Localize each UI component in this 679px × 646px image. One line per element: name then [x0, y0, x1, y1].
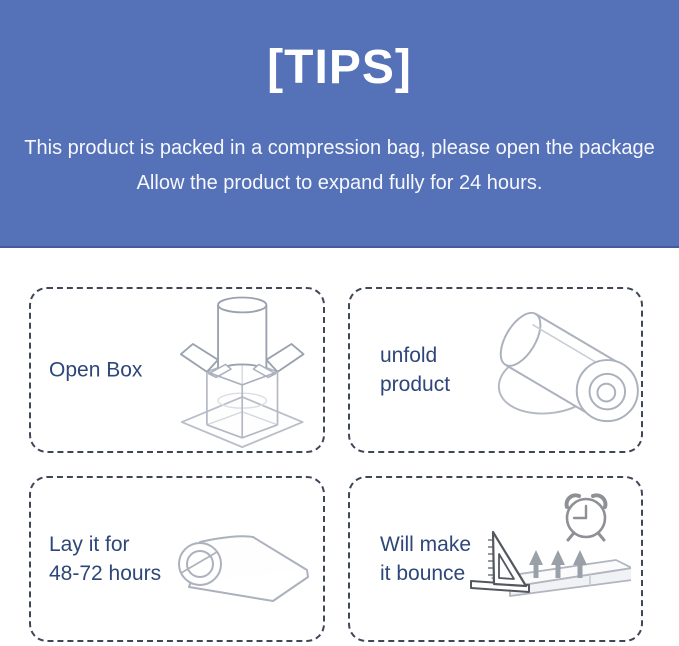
card-label-line: Lay it for	[49, 533, 130, 556]
card-label-line: Open Box	[49, 358, 143, 382]
alarm-clock-icon	[567, 495, 606, 540]
mattress-bounce-icon	[426, 486, 631, 611]
card-label	[380, 341, 450, 399]
unrolling-mattress-icon	[167, 524, 317, 606]
subtitle-line-1: This product is packed in a compression bag, please open the package	[24, 137, 655, 159]
card-label-line: Will make	[380, 533, 472, 556]
rolled-product-icon	[481, 295, 639, 433]
card-label	[49, 356, 142, 385]
card-label-line: unfold	[380, 344, 438, 367]
subtitle-line-2: Allow the product to expand fully for 24 hours.	[136, 172, 543, 194]
set-square-icon	[471, 532, 529, 592]
card-label-line: it bounce	[380, 562, 466, 585]
card-label-line: 48-72 hours	[49, 562, 162, 585]
card-will-bounce	[348, 476, 643, 642]
card-unfold-product	[348, 287, 643, 453]
header-subtitle	[0, 131, 679, 201]
card-open-box	[29, 287, 325, 453]
header-banner	[0, 0, 679, 248]
page-title: [TIPS]	[267, 41, 412, 94]
card-label	[49, 530, 161, 588]
up-arrows-icon	[529, 550, 587, 578]
card-label-line: product	[380, 373, 451, 396]
card-lay-flat	[29, 476, 325, 642]
open-box-icon	[175, 291, 315, 449]
